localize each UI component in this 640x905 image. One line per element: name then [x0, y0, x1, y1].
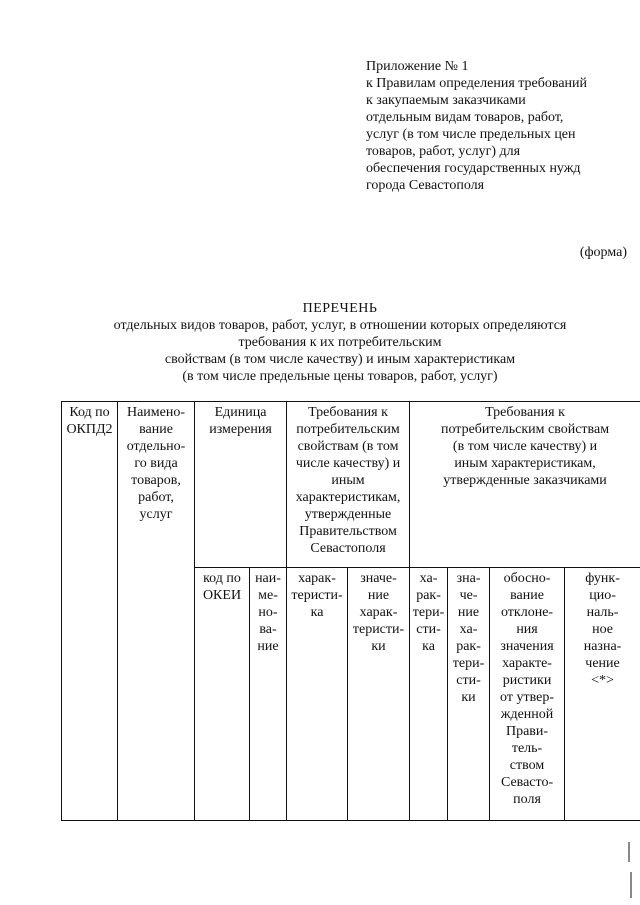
header-gov-line: Требования к	[308, 405, 388, 420]
header-okpd2-line: ОКПД2	[66, 422, 113, 437]
appendix-line: обеспечения государственных нужд	[366, 161, 581, 176]
subheader-unit-name-line: ва-	[259, 622, 277, 637]
subheader-unit-name	[250, 568, 287, 821]
subheader-purpose-line: назна-	[583, 639, 622, 654]
subheader-cust-value-line: рак-	[456, 639, 481, 654]
header-unit-line: Единица	[214, 405, 267, 420]
header-item-name-line: Наимено-	[126, 405, 186, 420]
header-item-name-line: услуг	[139, 507, 173, 522]
header-gov-line: числе качеству) и	[295, 456, 401, 471]
form-label: (форма)	[579, 245, 627, 260]
heading-line: требования к их потребительским	[238, 335, 442, 350]
heading-line: свойствам (в том числе качеству) и иным характеристикам	[164, 352, 516, 367]
heading-line: (в том числе предельные цены товаров, работ, услуг)	[182, 369, 498, 384]
subheader-unit-name-line: ние	[257, 639, 279, 654]
heading-line: отдельных видов товаров, работ, услуг, в отношении которых определяются	[113, 318, 567, 333]
subheader-justification-line: тель-	[511, 741, 543, 756]
subheader-cust-value-line: тери-	[452, 656, 485, 671]
subheader-purpose-line: чение	[585, 656, 620, 671]
subheader-justification-line: от утвер-	[500, 690, 555, 705]
subheader-gov-characteristic	[287, 568, 348, 821]
header-gov-line: Севастополя	[310, 541, 386, 556]
appendix-header	[366, 58, 634, 194]
header-item-name-line: отдельно-	[126, 439, 186, 454]
subheader-justification-line: значения	[500, 639, 554, 654]
subheader-purpose-line: цио-	[589, 588, 616, 603]
subheader-gov-value-line: значе-	[360, 571, 397, 586]
scan-artifact	[628, 842, 630, 862]
subheader-purpose-line: ное	[592, 622, 613, 637]
header-gov-line: утвержденные	[304, 507, 392, 522]
header-gov-line: потребительским	[296, 422, 400, 437]
header-item-name-line: работ,	[138, 490, 174, 505]
subheader-cust-value-line: ки	[461, 690, 476, 705]
header-unit-line: измерения	[209, 422, 272, 437]
header-cust-line: Требования к	[485, 405, 565, 420]
header-item-name	[118, 402, 195, 821]
header-cust-line: утвержденные заказчиками	[443, 473, 607, 488]
subheader-unit-name-line: наи-	[255, 571, 281, 586]
subheader-gov-char-line: теристи-	[291, 588, 343, 603]
subheader-purpose-line: функ-	[585, 571, 620, 586]
header-item-name-line: го вида	[134, 456, 178, 471]
header-item-name-line: товаров,	[131, 473, 181, 488]
subheader-justification-line: Прави-	[505, 724, 549, 739]
document-heading	[40, 300, 640, 385]
header-gov-line: иным	[331, 473, 365, 488]
header-gov-line: свойствам (в том	[297, 439, 399, 454]
appendix-line: отдельным видам товаров, работ,	[366, 110, 564, 125]
header-customer-requirements	[410, 402, 640, 568]
appendix-line: товаров, работ, услуг) для	[366, 144, 521, 159]
subheader-unit-name-line: но-	[258, 605, 278, 620]
subheader-justification-line: вание	[510, 588, 544, 603]
subheader-cust-char-line: тери-	[412, 605, 445, 620]
subheader-gov-char-line: харак-	[298, 571, 336, 586]
appendix-line: к Правилам определения требований	[366, 76, 588, 91]
header-okpd2-line: Код по	[69, 405, 110, 420]
subheader-justification-line: Севасто-	[500, 775, 554, 790]
subheader-okei	[195, 568, 250, 821]
header-item-name-line: вание	[139, 422, 173, 437]
subheader-cust-value-line: че-	[459, 588, 478, 603]
header-cust-line: (в том числе качеству) и	[452, 439, 598, 454]
subheader-cust-value-line: сти-	[456, 673, 481, 688]
subheader-okei-line: ОКЕИ	[202, 588, 242, 603]
header-gov-line: характеристикам,	[295, 490, 401, 505]
subheader-cust-char-line: ха-	[419, 571, 438, 586]
subheader-gov-value-line: теристи-	[352, 622, 405, 637]
subheader-gov-char-line: ка	[310, 605, 324, 620]
subheader-gov-value-line: харак-	[359, 605, 398, 620]
subheader-justification-line: отклоне-	[500, 605, 554, 620]
requirements-table	[61, 401, 640, 821]
subheader-okei-line: код по	[203, 571, 241, 586]
header-cust-line: иным характеристикам,	[454, 456, 596, 471]
subheader-purpose-line: <*>	[591, 673, 614, 688]
subheader-justification-line: характе-	[502, 656, 552, 671]
subheader-gov-value-line: ние	[367, 588, 390, 603]
subheader-cust-value-line: ние	[457, 605, 480, 620]
subheader-justification-line: обосно-	[503, 571, 551, 586]
appendix-line: города Севастополя	[366, 178, 485, 193]
header-unit	[195, 402, 287, 568]
subheader-justification-line: ством	[509, 758, 545, 773]
appendix-line: Приложение № 1	[366, 59, 469, 74]
subheader-purpose-line: наль-	[586, 605, 619, 620]
appendix-line: услуг (в том числе предельных цен	[366, 127, 576, 142]
subheader-functional-purpose	[565, 568, 640, 821]
header-gov-line: Правительством	[299, 524, 397, 539]
document-title: ПЕРЕЧЕНЬ	[302, 301, 378, 316]
subheader-customer-value	[448, 568, 490, 821]
subheader-cust-char-line: рак-	[416, 588, 441, 603]
header-okpd2	[62, 402, 118, 821]
subheader-gov-value	[348, 568, 410, 821]
header-gov-requirements	[287, 402, 410, 568]
subheader-cust-value-line: ха-	[459, 622, 478, 637]
appendix-line: к закупаемым заказчиками	[366, 93, 526, 108]
subheader-justification-line: ристики	[502, 673, 552, 688]
subheader-cust-value-line: зна-	[456, 571, 481, 586]
subheader-gov-value-line: ки	[371, 639, 386, 654]
scan-artifact	[630, 872, 632, 898]
subheader-unit-name-line: ме-	[258, 588, 278, 603]
header-cust-line: потребительским свойствам	[441, 422, 610, 437]
subheader-justification-line: поля	[513, 792, 541, 807]
subheader-justification-line: жденной	[500, 707, 554, 722]
subheader-cust-char-line: сти-	[416, 622, 441, 637]
subheader-justification-line: ния	[516, 622, 538, 637]
subheader-cust-char-line: ка	[422, 639, 435, 654]
subheader-deviation-justification	[490, 568, 565, 821]
subheader-customer-characteristic	[410, 568, 448, 821]
